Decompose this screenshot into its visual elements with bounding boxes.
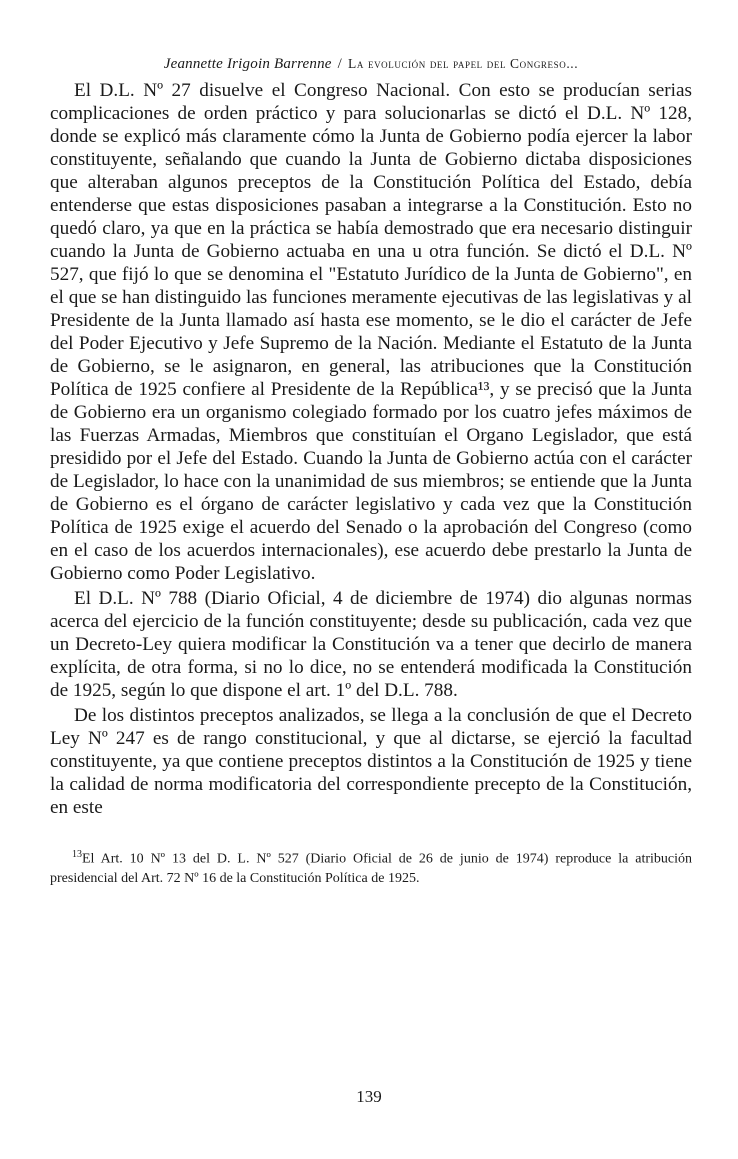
footnote	[50, 845, 692, 888]
header-separator: /	[337, 56, 343, 72]
paragraph-1: El D.L. Nº 27 disuelve el Congreso Nacional. Con esto se producían serias complicaciones de orden práctico y para solucionarlas se dictó el D.L. Nº 128, donde se explicó más claramente cómo la Junta de Gobierno podía ejercer la labor constituyente, señalando que cuando la Junta de Gobierno dictaba disposiciones que alteraban algunos preceptos de la Constitución Política del Estado, debía entenderse que estas disposiciones pasaban a integrarse a la Constitución. Esto no quedó claro, ya que en la práctica se había demostrado que era necesario distinguir cuando la Junta de Gobierno actuaba en una u otra función. Se dictó el D.L. Nº 527, que fijó lo que se denomina el "Estatuto Jurídico de la Junta de Gobierno", en el que se han distinguido las funciones meramente ejecutivas de las legislativas y al Presidente de la Junta llamado así hasta ese momento, se le dio el carácter de Jefe del Poder Ejecutivo y Jefe Supremo de la Nación. Mediante el Estatuto de la Junta de Gobierno, se le asignaron, en general, las atribuciones que la Constitución Política de 1925 confiere al Presidente de la República¹³, y se precisó que la Junta de Gobierno era un organismo colegiado formado por los cuatro jefes máximos de las Fuerzas Armadas, Miembros que constituían el Organo Legislador, que está presidido por el Jefe del Estado. Cuando la Junta de Gobierno actúa con el carácter de Legislador, lo hace con la unanimidad de sus miembros; se entiende que la Junta de Gobierno es el órgano de carácter legislativo y cada vez que la Constitución Política de 1925 exige el acuerdo del Senado o la aprobación del Congreso (como en el caso de los acuerdos internacionales), ese acuerdo debe prestarlo la Junta de Gobierno como Poder Legislativo.	[50, 80, 692, 584]
running-head	[50, 56, 692, 73]
header-title: La evolución del papel del Congreso...	[348, 56, 579, 71]
footnote-mark: 13	[72, 849, 82, 860]
page-body	[50, 56, 692, 888]
page-number: 139	[356, 1087, 382, 1106]
paragraph-2: El D.L. Nº 788 (Diario Oficial, 4 de diciembre de 1974) dio algunas normas acerca del ejercicio de la función constituyente; desde su publicación, cada vez que un Decreto-Ley quiera modificar la Constitución va a tener que decirlo de manera explícita, de otra forma, si no lo dice, no se entenderá modificada la Constitución de 1925, según lo que dispone el art. 1º del D.L. 788.	[50, 588, 692, 701]
header-author: Jeannette Irigoin Barrenne	[163, 56, 332, 72]
paragraph-3: De los distintos preceptos analizados, se llega a la conclusión de que el Decreto Ley Nº 247 es de rango constitucional, y que al dictarse, se ejerció la facultad constituyente, ya que contiene preceptos distintos a la Constitución de 1925 y tiene la calidad de norma modificatoria del correspondiente precepto de la Constitución, en este	[50, 705, 692, 818]
footnote-text: El Art. 10 Nº 13 del D. L. Nº 527 (Diario Oficial de 26 de junio de 1974) reproduce la atribución presidencial del Art. 72 Nº 16 de la Constitución Política de 1925.	[50, 851, 692, 886]
